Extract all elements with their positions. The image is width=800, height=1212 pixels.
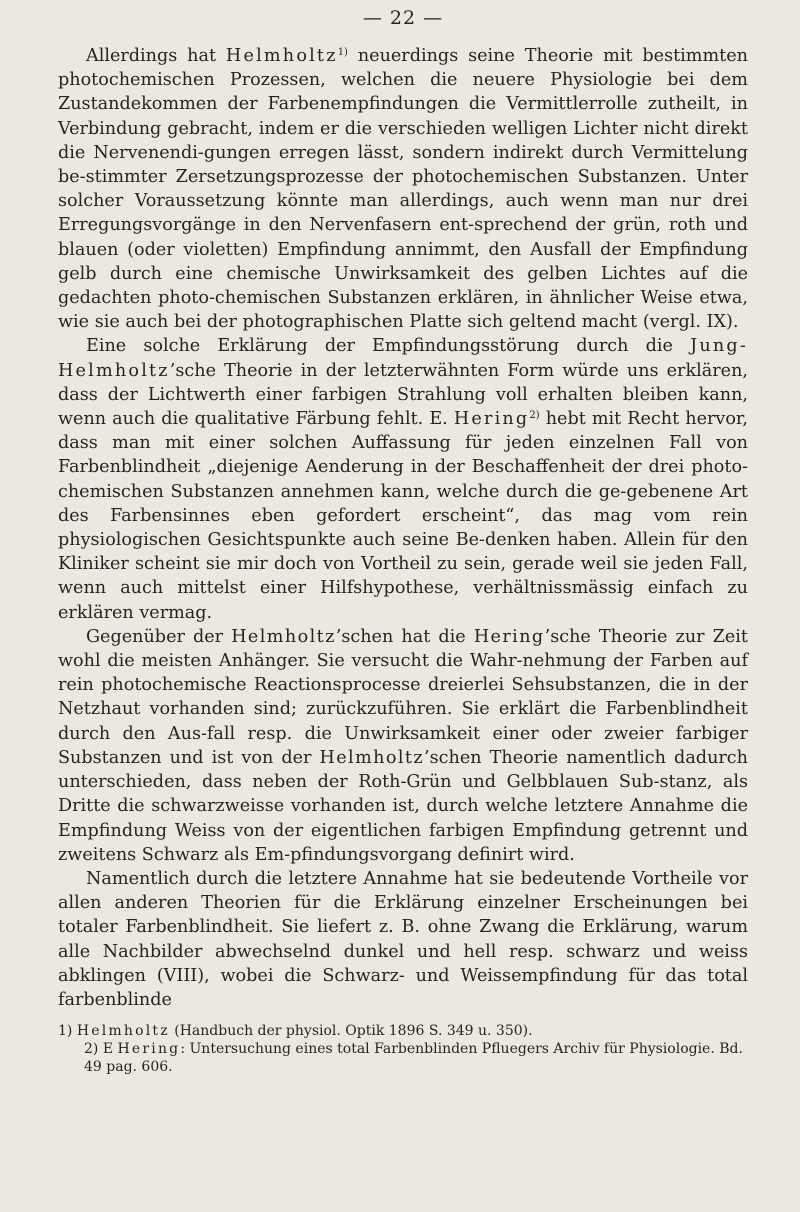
text-run: ’sche Theorie in der letzterwähnten Form würde uns erklären, dass der Lichtwerth einer farbigen Strahlung voll erhalten bleiben kann, wenn auch die qualitative Färbung fehlt. E. xyxy=(58,360,748,430)
paragraph xyxy=(58,625,748,867)
footnote-ref: 1) xyxy=(337,47,348,58)
author-name: Hering xyxy=(473,626,545,647)
paragraph xyxy=(58,867,748,1012)
author-name: Helmholtz xyxy=(231,626,336,647)
text-run: (Handbuch der physiol. Optik 1896 S. 349 u. 350). xyxy=(169,1023,533,1040)
text-run: ’schen Theorie namentlich dadurch unterschieden, dass neben der Roth-Grün und Gelbblauen Sub-stanz, als Dritte die schwarzweisse vorhanden ist, durch welche letztere Annahme die Empfindung Weiss von der eigentlichen farbigen Empfindung getrennt und zweitens Schwarz als Em-pfindungsvorgang definirt wird. xyxy=(58,747,748,865)
footnote xyxy=(58,1040,748,1076)
author-name: Helmholtz xyxy=(76,1023,170,1040)
text-run: 1) xyxy=(58,1023,77,1040)
text-run: 2) E xyxy=(84,1041,118,1058)
text-run: Allerdings hat xyxy=(86,46,226,66)
text-run: Namentlich durch die letztere Annahme hat sie bedeutende Vortheile vor allen anderen Theorien für die Erklärung einzelner Erscheinungen bei totaler Farbenblindheit. Sie liefert z. B. ohne Zwang die Erklärung, warum alle Nachbilder abwechselnd dunkel und hell resp. schwarz und weiss abklingen (VIII), wobei die Schwarz- und Weissempfindung für das total farbenblinde xyxy=(58,868,748,1010)
page-number: — 22 — xyxy=(362,7,444,29)
paragraph xyxy=(58,334,748,624)
footnote-ref: 2) xyxy=(529,410,540,422)
paragraph xyxy=(58,44,748,334)
text-run: Eine solche Erklärung der Empfindungsstörung durch die xyxy=(86,336,691,357)
author-name: Helmholtz xyxy=(225,46,338,66)
text-run: neuerdings seine Theorie mit bestimmten photochemischen Prozessen, welchen die neuere Physiologie bei dem Zustandekommen der Farbenempfindungen die Vermittlerrolle zutheilt, in Verbindung gebracht, indem er die verschieden welligen Lichter nicht direkt die Nervenendi-gungen erregen lässt, sondern indirekt durch Vermittelung be-stimmter Zersetzungsprozesse der photochemischen Substanzen. Unter solcher Voraussetzung könnte man allerdings, auch wenn man nur drei Erregungsvorgänge in den Nervenfasern ent-sprechend der grün, roth und blauen (oder violetten) Empfindung annimmt, den Ausfall der Empfindung gelb durch eine chemische Unwirksamkeit des gelben Lichtes auf die gedachten photo-chemischen Substanzen erklären, in ähnlicher Weise etwa, wie sie auch bei der photographischen Platte sich geltend macht (vergl. IX). xyxy=(58,46,748,333)
text-run: ’schen hat die xyxy=(335,626,474,647)
text-run: : Untersuchung eines total Farbenblinden Pfluegers Archiv für Physiologie. Bd. 49 pag. 606. xyxy=(84,1041,743,1076)
document-page xyxy=(58,6,748,1206)
author-name: Helmholtz xyxy=(319,747,425,768)
author-name: Hering xyxy=(453,409,530,430)
body-text xyxy=(58,44,748,1012)
text-run: Gegenüber der xyxy=(86,626,232,647)
text-run: hebt mit Recht hervor, dass man mit einer solchen Auffassung für jeden einzelnen Fall von Farbenblindheit „diejenige Aenderung in der Beschaffenheit der drei photo-chemischen Substanzen annehmen kann, welche durch die ge-gebenene Art des Farbensinnes eben gefordert erscheint“, das mag vom rein physiologischen Gesichtspunkte auch seine Be-denken haben. Allein für den Kliniker scheint sie mir doch von Vortheil zu sein, gerade weil sie jeden Fall, wenn auch mittelst einer Hilfshypothese, verhältnissmässig einfach zu erklären vermag. xyxy=(58,409,748,623)
text-run: ’sche Theorie zur Zeit wohl die meisten Anhänger. Sie versucht die Wahr-nehmung der Farben auf rein photochemische Reactionsprocesse dreierlei Sehsubstanzen, die in der Netzhaut vorhanden sind; zurückzuführen. Sie erklärt die Farbenblindheit durch den Aus-fall resp. die Unwirksamkeit einer oder zweier farbiger Substanzen und ist von der xyxy=(58,626,748,768)
footnote xyxy=(58,1022,748,1040)
author-name: Jung-Helmholtz xyxy=(58,336,748,381)
footnotes xyxy=(58,1022,748,1076)
author-name: Hering xyxy=(117,1041,181,1058)
